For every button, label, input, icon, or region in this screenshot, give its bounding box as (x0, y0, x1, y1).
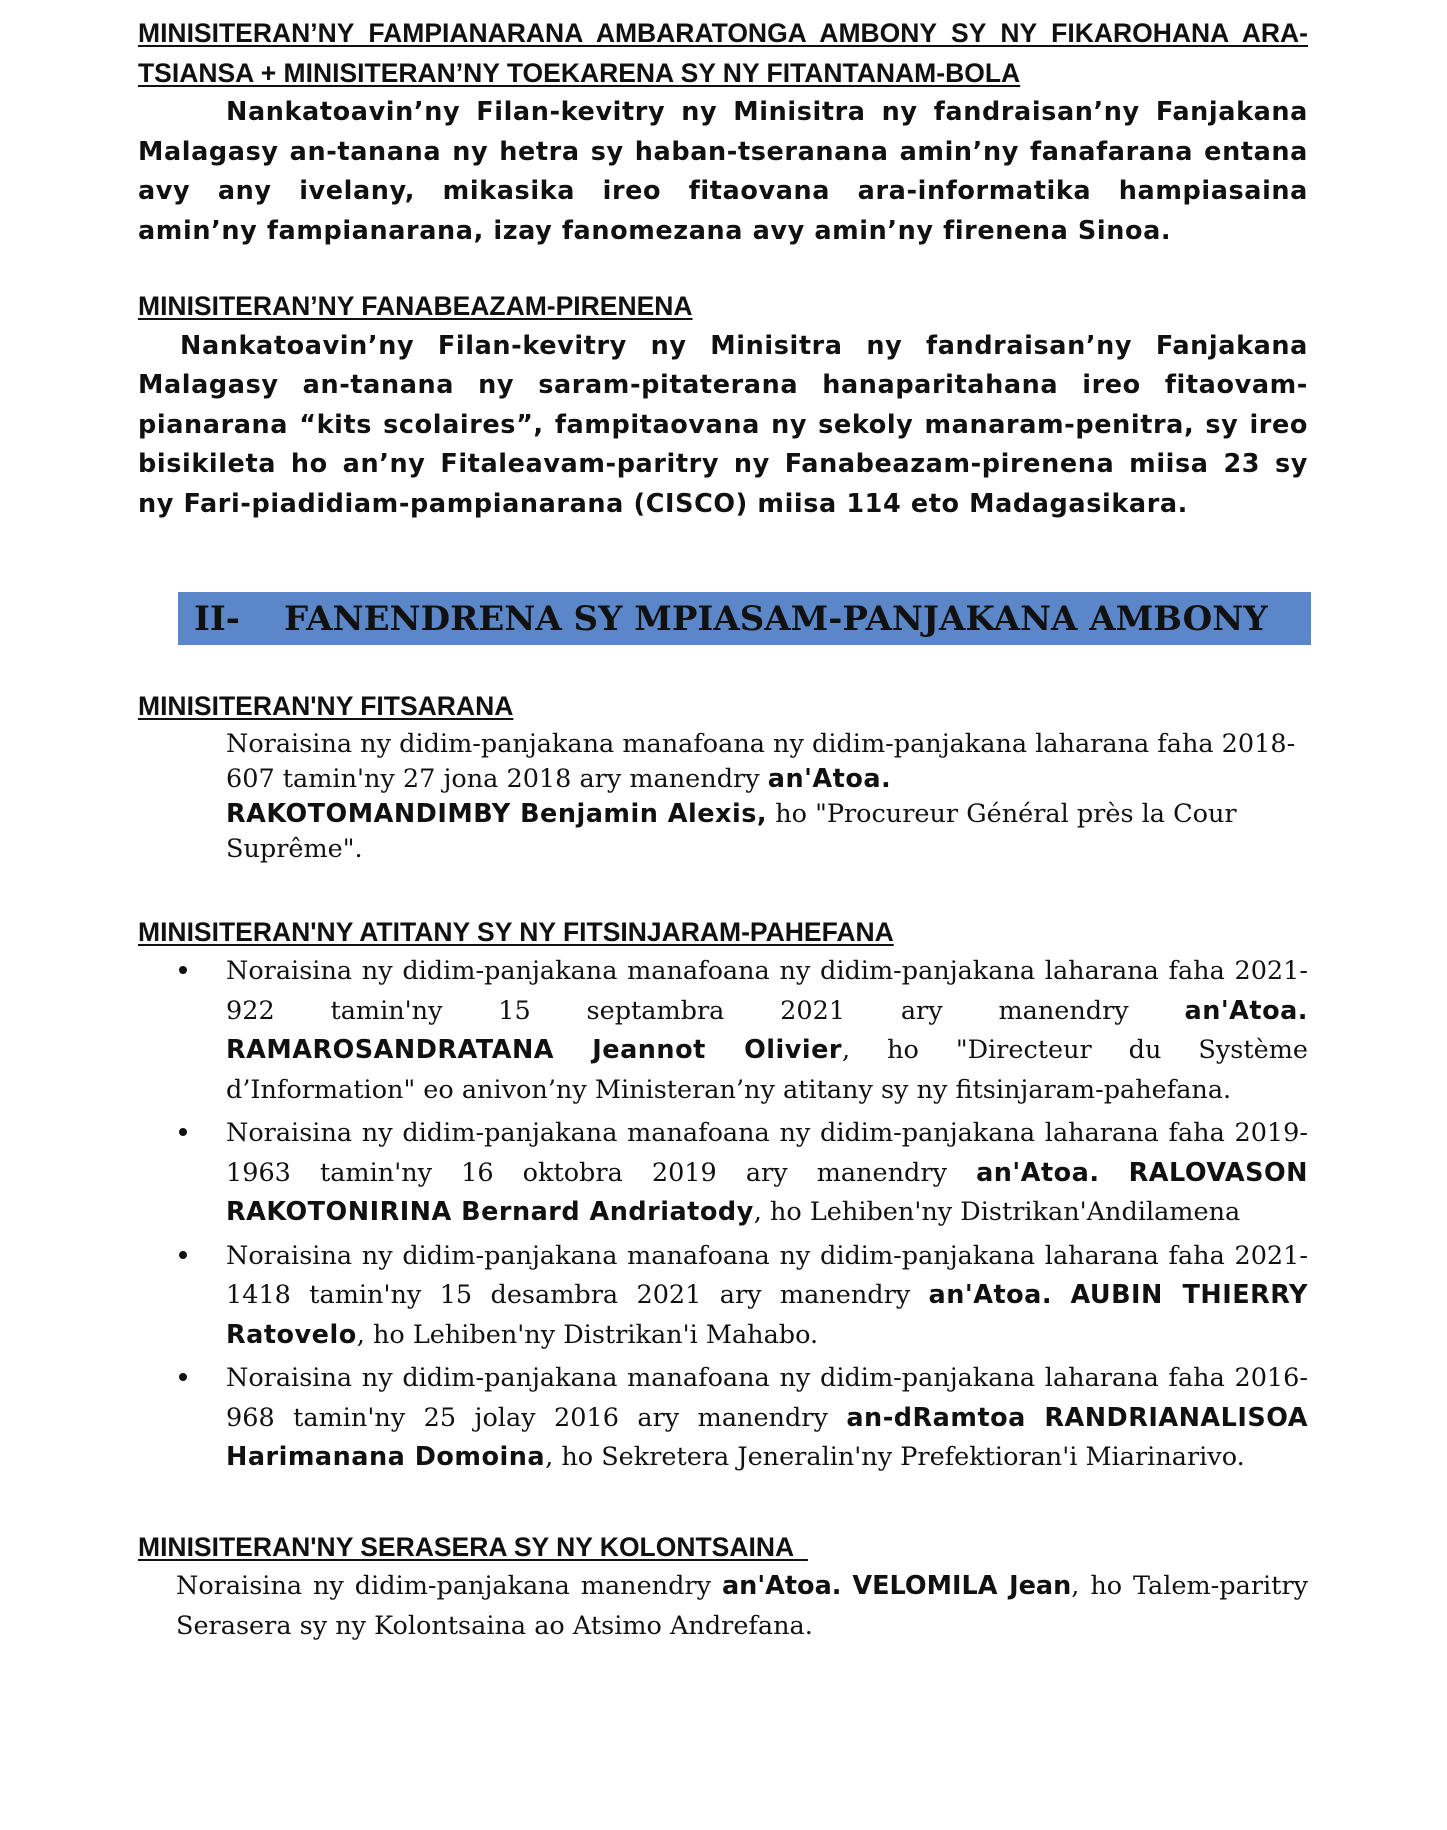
decree-appointee-name: RANDRIANALISOA Harimanana Domoina (226, 1402, 1308, 1472)
decree-text-after: , ho Lehiben'ny Distrikan'i Mahabo. (356, 1319, 819, 1350)
decree-text-before: Noraisina ny didim-panjakana manafoana ny didim-panjakana laharana faha 2018-607 tamin'ny 27 jona 2018 ary manendry (226, 728, 1296, 794)
section-banner-appointments (178, 592, 1311, 645)
decree-text-before: Noraisina ny didim-panjakana manafoana ny didim-panjakana laharana faha 2021-922 tamin'ny 15 septambra 2021 ary manendry (226, 956, 1308, 1026)
decree-text-after: ho "Procureur Général près la Cour Suprême". (226, 798, 1237, 864)
communication-decree-paragraph (176, 1567, 1308, 1646)
section-heading-communication: MINISITERAN'NY SERASERA SY NY KOLONTSAINA (138, 1531, 808, 1562)
decree-text-after: , ho "Directeur du Système d’Information" eo anivon’ny Ministeran’ny atitany sy ny fitsinjaram-pahefana. (226, 1035, 1308, 1105)
decree-title: an-dRamtoa (846, 1402, 1026, 1433)
section-heading-justice: MINISITERAN'NY FITSARANA (138, 691, 514, 721)
section-heading-higher-education: MINISITERAN’NY FAMPIANARANA AMBARATONGA AMBONY SY NY FIKAROHANA ARA-TSIANSA + MINISITERAN’NY TOEKARENA SY NY FITANTANAM-BOLA (138, 18, 1308, 88)
section-paragraph-higher-education: Nankatoavin’ny Filan-kevitry ny Minisitra ny fandraisan’ny Fanjakana Malagasy an-tanana ny hetra sy haban-tseranana amin’ny fanafarana entana avy any ivelany, mikasika ireo fitaovana ara-informatika hampiasaina amin’ny fampianarana, izay fanomezana avy amin’ny firenena Sinoa. (138, 97, 1308, 246)
list-item (138, 952, 1308, 1110)
justice-decree-paragraph (226, 727, 1308, 867)
bullet-icon (179, 966, 187, 974)
interior-decree-list (138, 952, 1308, 1478)
section-banner-number: II- (194, 598, 240, 639)
decree-title: an'Atoa. (928, 1280, 1053, 1310)
decree-text-before: Noraisina ny didim-panjakana manafoana ny didim-panjakana laharana faha 2019-1963 tamin'ny 16 oktobra 2019 ary manendry (226, 1118, 1308, 1188)
decree-title: an'Atoa. (976, 1157, 1100, 1188)
section-paragraph-national-education: Nankatoavin’ny Filan-kevitry ny Minisitra ny fandraisan’ny Fanjakana Malagasy an-tanana ny saram-pitaterana hanaparitahana ireo fitaovam-pianarana “kits scolaires”, fampitaovana ny sekoly manaram-penitra, sy ireo bisikileta ho an’ny Fitaleavam-paritry ny Fanabeazam-pirenena miisa 23 sy ny Fari-piadidiam-pampianarana (CISCO) miisa 114 eto Madagasikara. (138, 330, 1308, 519)
decree-text-before: Noraisina ny didim-panjakana manafoana ny didim-panjakana laharana faha 2021-1418 tamin'ny 15 desambra 2021 ary manendry (226, 1240, 1308, 1310)
list-item (138, 1114, 1308, 1233)
decree-appointee-name: RALOVASON RAKOTONIRINA Bernard Andriatody (226, 1157, 1308, 1227)
list-item (138, 1359, 1308, 1478)
bullet-icon (179, 1128, 187, 1136)
decree-appointee-name: RAKOTOMANDIMBY Benjamin Alexis, (226, 798, 768, 829)
decree-text-after: , ho Lehiben'ny Distrikan'Andilamena (753, 1197, 1241, 1227)
decree-text-before: Noraisina ny didim-panjakana manafoana ny didim-panjakana laharana faha 2016-968 tamin'ny 25 jolay 2016 ary manendry (226, 1363, 1308, 1433)
decree-title: an'Atoa. (721, 1571, 842, 1601)
decree-appointee-name: RAMAROSANDRATANA Jeannot Olivier (226, 1035, 842, 1065)
document-page (138, 14, 1308, 1646)
decree-title: an'Atoa. (767, 763, 892, 794)
decree-text-after: , ho Talem-paritry Serasera sy ny Kolontsaina ao Atsimo Andrefana. (176, 1571, 1309, 1641)
bullet-icon (179, 1251, 187, 1259)
decree-title: an'Atoa. (1184, 995, 1308, 1026)
bullet-icon (179, 1373, 187, 1381)
section-heading-national-education: MINISITERAN’NY FANABEAZAM-PIRENENA (138, 291, 693, 321)
decree-appointee-name: VELOMILA Jean (852, 1571, 1072, 1601)
section-heading-interior: MINISITERAN'NY ATITANY SY NY FITSINJARAM-PAHEFANA (138, 916, 894, 947)
decree-text-before: Noraisina ny didim-panjakana manendry (176, 1571, 722, 1601)
list-item (138, 1237, 1308, 1356)
decree-appointee-name: AUBIN THIERRY Ratovelo (226, 1280, 1308, 1350)
decree-text-after: , ho Sekretera Jeneralin'ny Prefektioran'i Miarinarivo. (545, 1442, 1245, 1472)
section-banner-title: FANENDRENA SY MPIASAM-PANJAKANA AMBONY (284, 598, 1268, 639)
